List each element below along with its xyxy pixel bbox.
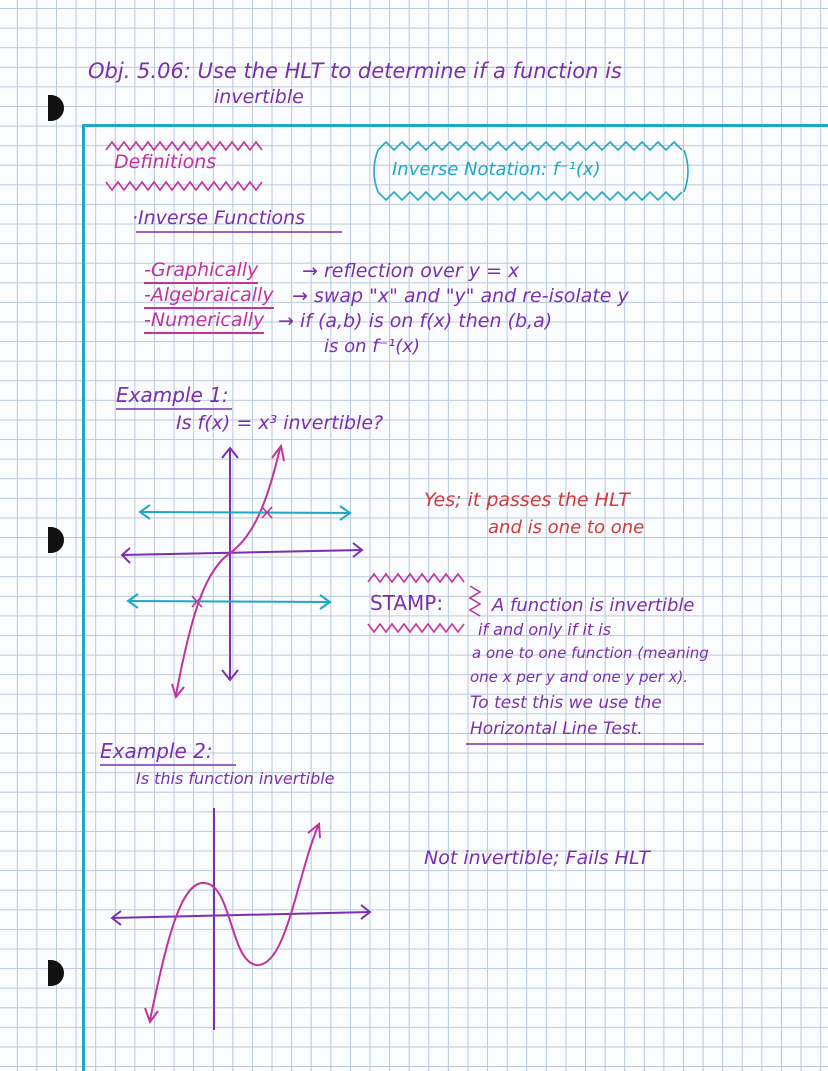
example1-question: Is f(x) = x³ invertible?: [176, 412, 384, 434]
stamp-zigzag-right: [470, 586, 480, 616]
method-desc-numerically: → if (a,b) is on f(x) then (b,a): [278, 310, 553, 332]
example1-answer-line-2: and is one to one: [488, 517, 645, 538]
notation-brace-right: [684, 150, 688, 192]
stamp-zigzag-bottom: [368, 624, 464, 632]
stamp-line-5: To test this we use the: [470, 693, 662, 713]
stamp-label: STAMP:: [370, 591, 444, 615]
inverse-functions-heading: ·Inverse Functions: [132, 207, 306, 229]
ex1-horizontal-line-bottom: [128, 601, 330, 602]
ex2-cubic-curve: [150, 826, 318, 1020]
method-desc-graphically: → reflection over y = x: [302, 260, 520, 282]
definitions-heading: Definitions: [114, 151, 217, 173]
method-label-graphically: -Graphically: [144, 260, 258, 284]
notation-brace-left: [374, 150, 378, 192]
example2-graph: [112, 808, 370, 1030]
definitions-zigzag-top: [106, 142, 262, 150]
example2-question: Is this function invertible: [136, 769, 335, 788]
ex2-x-axis: [112, 912, 370, 918]
definitions-zigzag-bottom: [106, 182, 262, 190]
example2-answer: Not invertible; Fails HLT: [424, 847, 650, 869]
stamp-line-4: one x per y and one y per x).: [470, 668, 689, 686]
ex1-cubic-curve: [176, 448, 280, 695]
example2-title: Example 2:: [100, 739, 213, 763]
numerical-continuation: is on f⁻¹(x): [324, 336, 420, 357]
example1-graph: [122, 446, 362, 697]
method-label-algebraically: -Algebraically: [144, 285, 274, 309]
stamp-line-3: a one to one function (meaning: [472, 644, 709, 662]
inverse-notation-label: Inverse Notation: f⁻¹(x): [392, 159, 601, 180]
stamp-zigzag-top: [368, 574, 464, 582]
objective-line-1: Obj. 5.06: Use the HLT to determine if a function is: [88, 59, 622, 83]
objective-line-2: invertible: [214, 86, 304, 108]
method-desc-algebraically: → swap "x" and "y" and re-isolate y: [292, 285, 629, 307]
ex1-x-axis: [122, 550, 362, 555]
stamp-line-2: if and only if it is: [478, 620, 612, 639]
notation-zigzag-bottom: [378, 192, 682, 200]
example1-answer-line-1: Yes; it passes the HLT: [424, 489, 630, 511]
ex1-horizontal-line-top: [140, 512, 350, 513]
stamp-line-6: Horizontal Line Test.: [470, 719, 643, 739]
notation-zigzag-top: [378, 142, 682, 150]
method-label-numerically: -Numerically: [144, 310, 264, 334]
stamp-line-1: A function is invertible: [492, 595, 695, 616]
example1-title: Example 1:: [116, 383, 229, 407]
